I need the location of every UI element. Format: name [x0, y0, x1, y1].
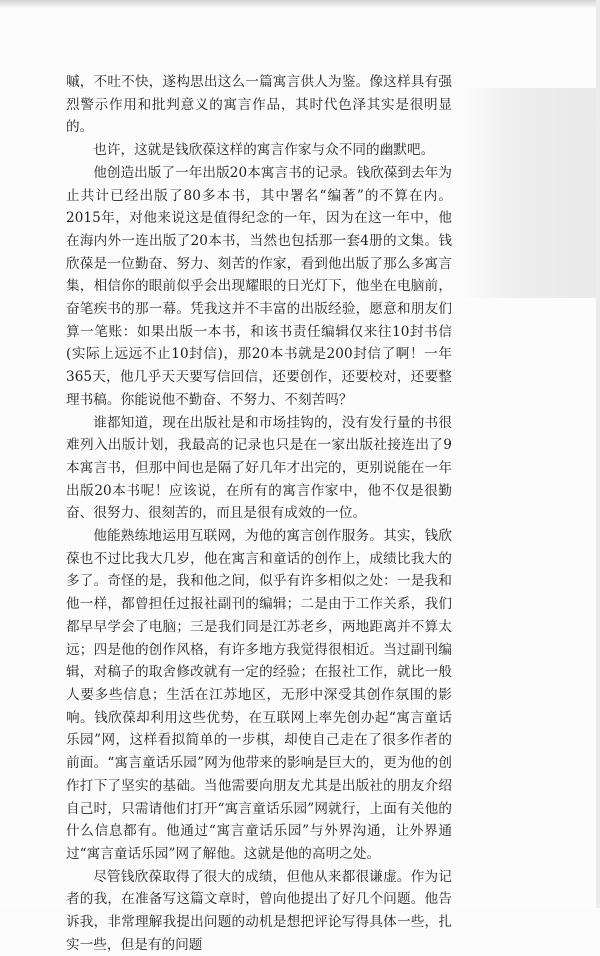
paragraph: 他能熟练地运用互联网，为他的寓言创作服务。其实，钱欣葆也不过比我大几岁，他在寓言和童话的创作上，成绩比我大的多了。奇怪的是，我和他之间，似乎有许多相似之处：一是我和他一样，都曾担任过报社副刊的编辑；二是由于工作关系，我们都早早学会了电脑；三是我们同是江苏老乡，两地距离并不算太远；四是他的创作风格，有许多地方我觉得很相近。当过副刊编辑，对稿子的取舍修改就有一定的经验；在报社工作，就比一般人要多些信息；生活在江苏地区，无形中深受其创作氛围的影响。钱欣葆却利用这些优势，在互联网上率先创办起“寓言童话乐园”网，这样看拟简单的一步棋，却使自己走在了很多作者的前面。“寓言童话乐园”网为他带来的影响是巨大的，更为他的创作打下了坚实的基础。当他需要向朋友尤其是出版社的朋友介绍自己时，只需请他们打开“寓言童话乐园”网就行，上面有关他的什么信息都有。他通过“寓言童话乐园”与外界沟通，让外界通过“寓言童话乐园”网了解他。这就是他的高明之处。	[66, 528, 452, 862]
paragraph: 谁都知道，现在出版社是和市场挂钩的，没有发行量的书很难列入出版计划，我最高的记录也只是在一家出版社接连出了9本寓言书，但那中间也是隔了好几年才出完的，更别说能在一年出版20本书呢！应该说，在所有的寓言作家中，他不仅是很勤奋、很努力、很刻苦的，而且是很有成效的一位。	[66, 414, 452, 522]
paragraph: 也许，这就是钱欣葆这样的寓言作家与众不同的幽默吧。	[93, 142, 435, 159]
paragraph: 尽管钱欣葆取得了很大的成绩，但他从来都很谦虚。作为记者的我，在准备写这篇文章时，曾向他提出了好几个问题。他告诉我，非常理解我提出问题的动机是想把评论写得具体一些，扎实一些，但是有的问题	[66, 868, 452, 953]
paragraph-continued: 嘁，不吐不快，遂构思出这么一篇寓言供人为鉴。像这样具有强烈警示作用和批判意义的寓言作品，其时代色泽其实是很明显的。	[66, 74, 452, 136]
scan-right-edge	[596, 0, 600, 908]
body-text	[66, 71, 452, 956]
paragraph: 他创造出版了一年出版20本寓言书的记录。钱欣葆到去年为止共计已经出版了80多本书，其中署名“编著”的不算在内。2015年，对他来说这是值得纪念的一年，因为在这一年中，他在海内外一连出版了20本书，当然也包括那一套4册的文集。钱欣葆是一位勤奋、努力、刻苦的作家，看到他出版了那么多寓言集，相信你的眼前似乎会出现耀眼的日光灯下，他坐在电脑前，奋笔疾书的那一幕。凭我这并不丰富的出版经验，愿意和朋友们算一笔账：如果出版一本书，和该书责任编辑仅来往10封书信(实际上远远不止10封信)，那20本书就是200封信了啊！一年365天，他几乎天天要写信回信，还要创作，还要校对，还要整理书稿。你能说他不勤奋、不努力、不刻苦吗？	[66, 164, 452, 408]
scan-gray-smudge	[460, 88, 600, 298]
scan-top-shadow	[0, 0, 600, 8]
